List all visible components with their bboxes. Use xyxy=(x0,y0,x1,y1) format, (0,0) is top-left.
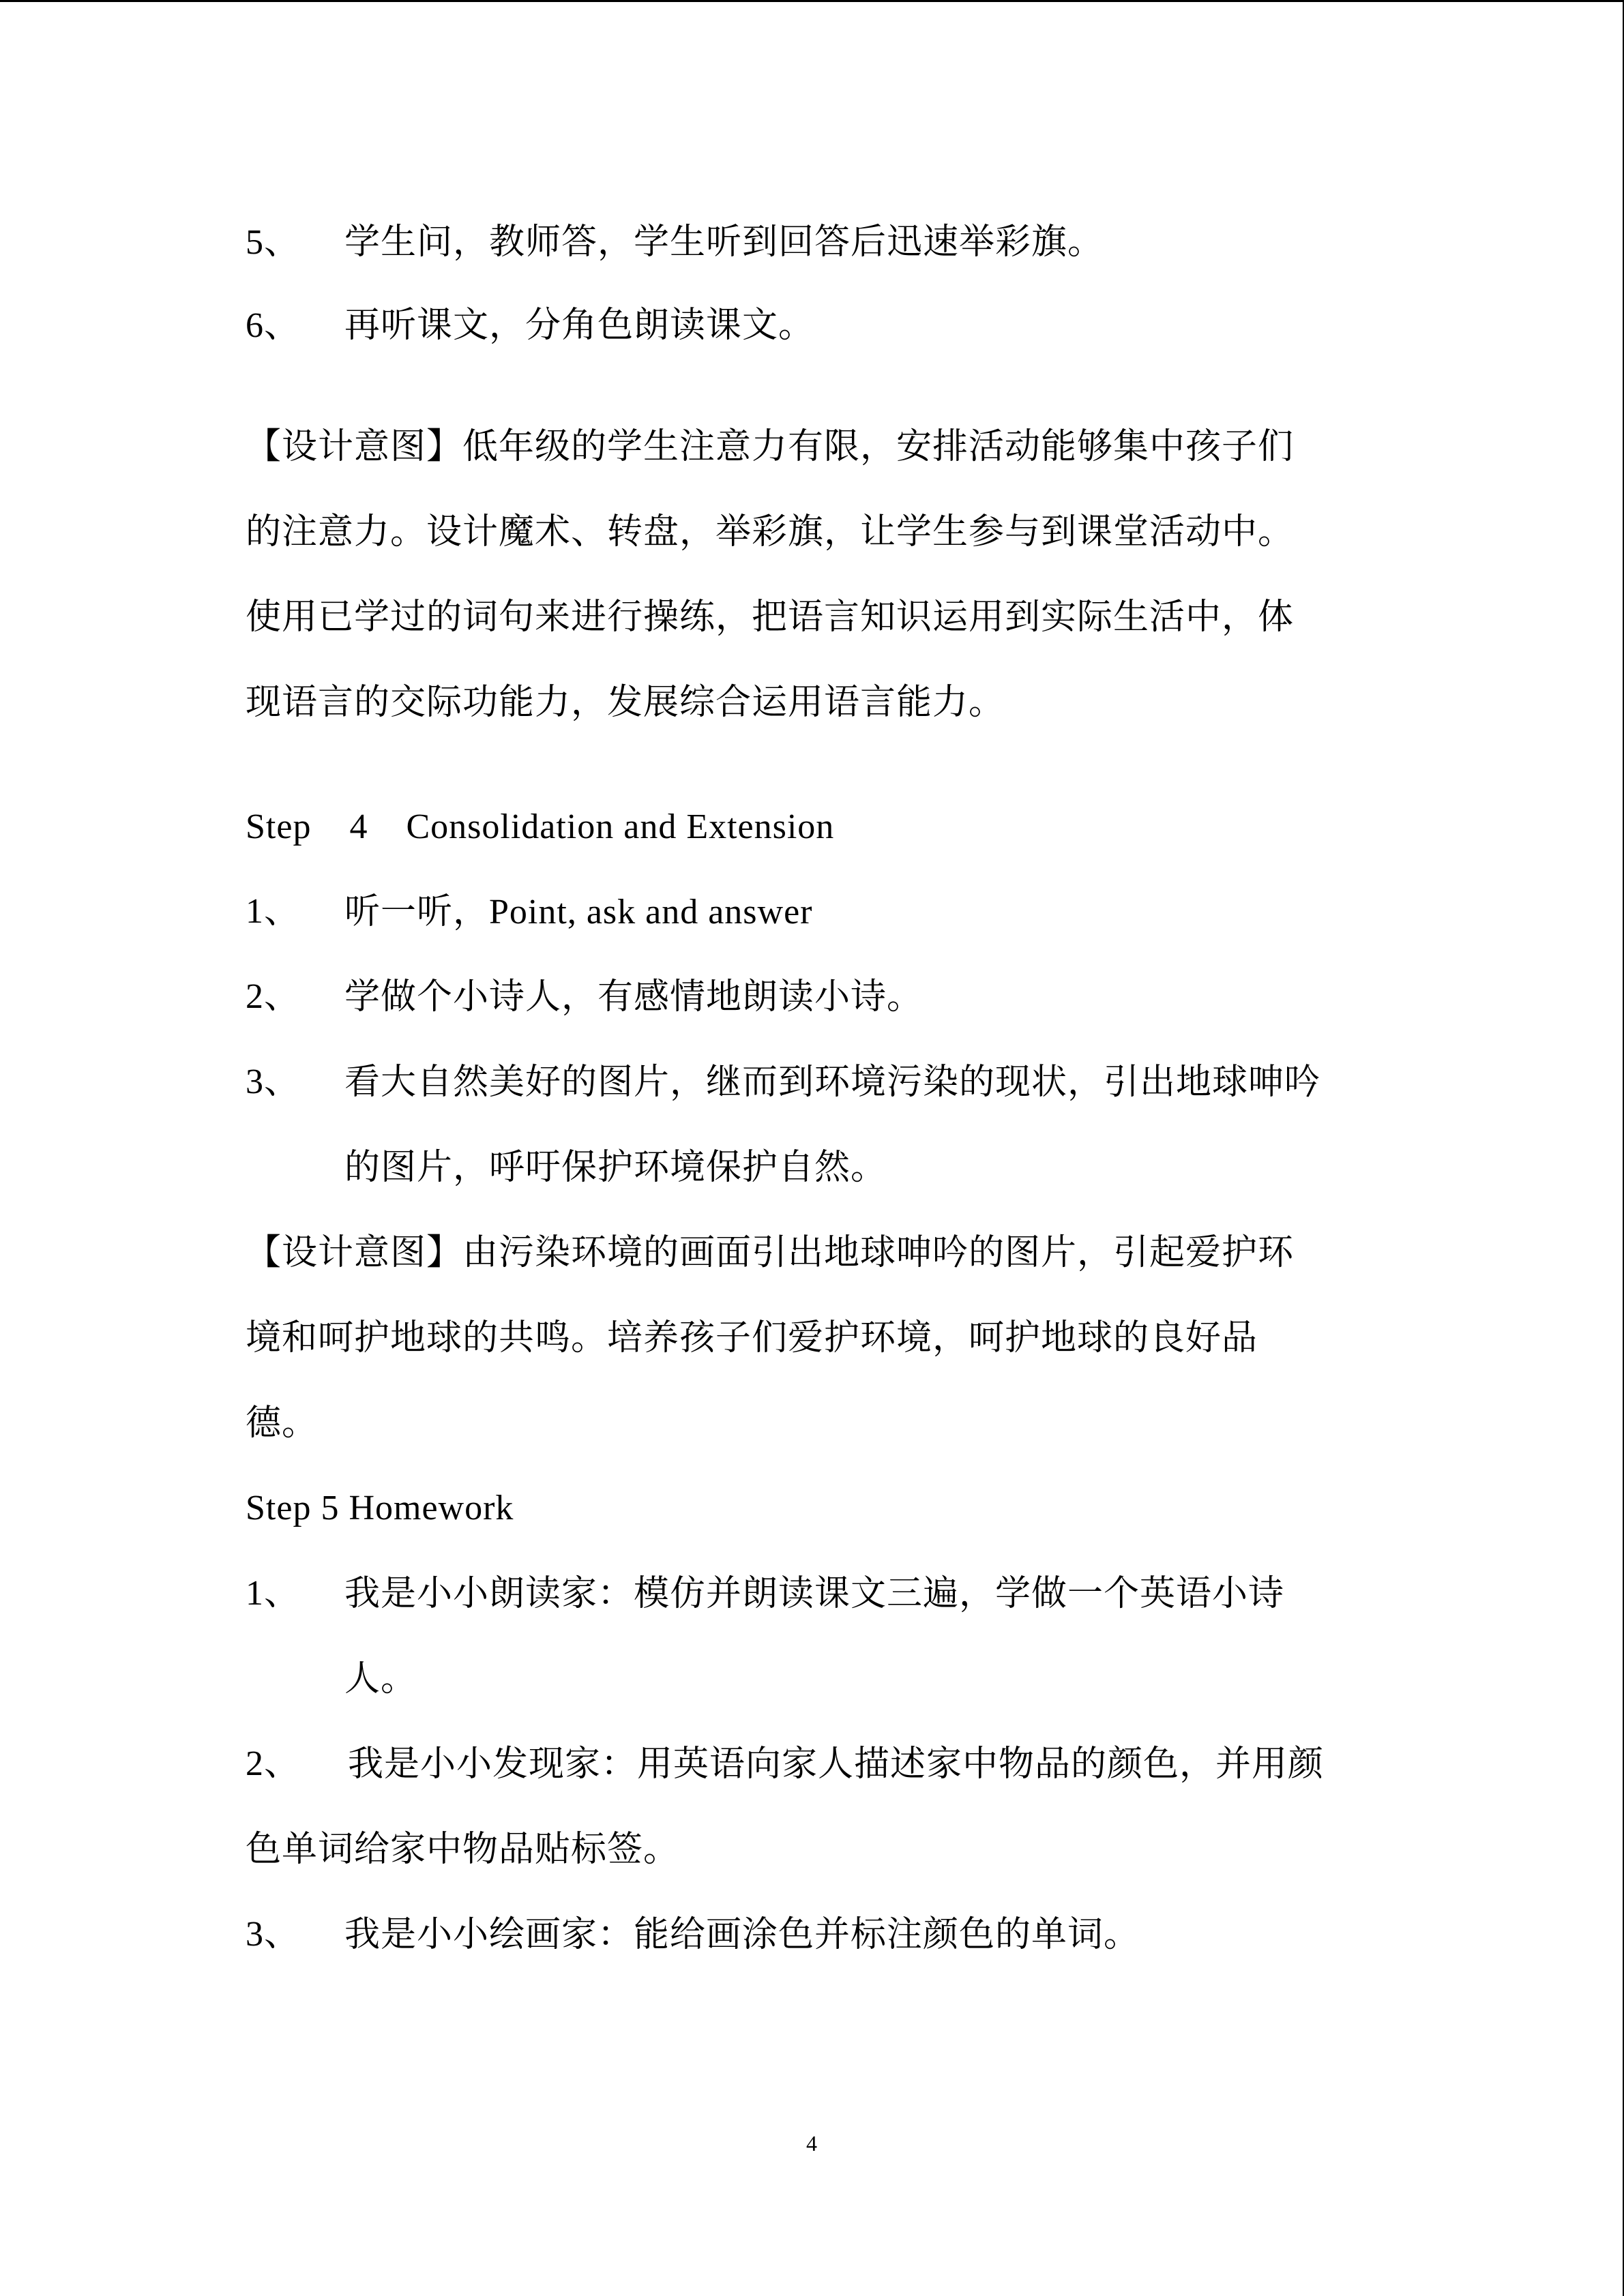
list-item xyxy=(246,301,300,350)
list-item-text-continued: 的图片，呼吁保护环境保护自然。 xyxy=(344,1147,887,1188)
design-intent-line: 【设计意图】由污染环境的画面引出地球呻吟的图片，引起爱护环 xyxy=(246,1232,1295,1273)
design-intent-line: 使用已学过的词句来进行操练，把语言知识运用到实际生活中，体 xyxy=(246,597,1295,638)
design-intent-line: 境和呵护地球的共鸣。培养孩子们爱护环境，呵护地球的良好品 xyxy=(246,1317,1258,1358)
list-item-text: 看大自然美好的图片，继而到环境污染的现状，引出地球呻吟 xyxy=(344,1062,1321,1103)
design-intent-line: 现语言的交际功能力，发展综合运用语言能力。 xyxy=(246,682,1005,723)
list-number: 1、 xyxy=(246,1574,301,1613)
list-number: 2、 xyxy=(246,977,301,1016)
design-intent-line: 德。 xyxy=(246,1403,319,1444)
list-item-text-en: Point, ask and answer xyxy=(489,893,813,931)
list-item xyxy=(246,218,300,267)
step5-heading: Step 5 Homework xyxy=(246,1489,514,1527)
list-item-text xyxy=(344,888,813,936)
list-item-text: 学生问，教师答，学生听到回答后迅速举彩旗。 xyxy=(344,222,1104,263)
list-item-text: 我是小小发现家：用英语向家人描述家中物品的颜色，并用颜 xyxy=(348,1744,1325,1785)
list-number: 6、 xyxy=(246,306,301,345)
list-item-text: 学做个小诗人，有感情地朗读小诗。 xyxy=(344,976,924,1017)
list-item-text-cn: 听一听， xyxy=(344,891,490,932)
page-number: 4 xyxy=(806,2131,817,2156)
list-number: 1、 xyxy=(246,892,301,931)
list-item-text-continued: 色单词给家中物品贴标签。 xyxy=(246,1829,680,1870)
list-number: 3、 xyxy=(246,1915,301,1954)
step4-heading: Step 4 Consolidation and Extension xyxy=(246,807,835,846)
design-intent-line: 【设计意图】低年级的学生注意力有限，安排活动能够集中孩子们 xyxy=(246,426,1295,467)
list-item-text: 我是小小朗读家：模仿并朗读课文三遍，学做一个英语小诗 xyxy=(344,1573,1285,1614)
list-number: 5、 xyxy=(246,223,301,262)
design-intent-line: 的注意力。设计魔术、转盘，举彩旗，让学生参与到课堂活动中。 xyxy=(246,511,1295,552)
list-item-text: 我是小小绘画家：能给画涂色并标注颜色的单词。 xyxy=(344,1914,1140,1955)
list-number: 3、 xyxy=(246,1062,301,1101)
list-number: 2、 xyxy=(246,1744,301,1783)
list-item-text: 再听课文，分角色朗读课文。 xyxy=(344,305,815,346)
list-item-text-continued: 人。 xyxy=(344,1658,417,1699)
